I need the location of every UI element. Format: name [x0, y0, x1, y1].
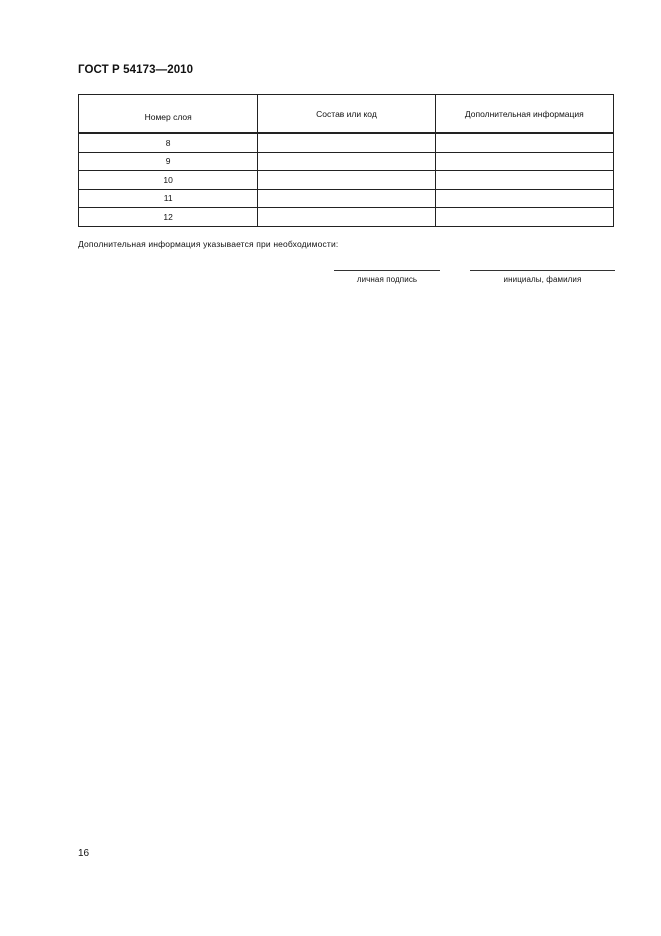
personal-signature-caption: личная подпись — [356, 275, 418, 284]
table-row — [79, 133, 614, 152]
composition-cell[interactable] — [258, 208, 435, 227]
page-number: 16 — [78, 848, 90, 859]
initials-surname-block — [470, 270, 615, 284]
additional-info-cell[interactable] — [435, 152, 613, 171]
initials-surname-line[interactable] — [470, 270, 615, 271]
layer-number-cell: 10 — [79, 171, 258, 190]
personal-signature-line[interactable] — [334, 270, 440, 271]
table-row — [79, 208, 614, 227]
table-header-row — [79, 95, 614, 134]
layer-number-cell: 8 — [79, 133, 258, 152]
composition-cell[interactable] — [258, 171, 435, 190]
composition-cell[interactable] — [258, 133, 435, 152]
additional-info-cell[interactable] — [435, 133, 613, 152]
column-header-layer-number: Номер слоя — [79, 95, 258, 134]
layer-number-cell: 11 — [79, 189, 258, 208]
layers-table — [78, 94, 614, 227]
table-row — [79, 152, 614, 171]
column-header-additional-info: Дополнительная информация — [435, 95, 613, 134]
layer-number-cell: 9 — [79, 152, 258, 171]
additional-info-cell[interactable] — [435, 189, 613, 208]
additional-info-note: Дополнительная информация указывается при необходимости: — [78, 239, 339, 249]
document-header: ГОСТ Р 54173—2010 — [78, 64, 194, 76]
personal-signature-block — [334, 270, 440, 284]
column-header-composition: Состав или код — [258, 95, 435, 134]
additional-info-cell[interactable] — [435, 208, 613, 227]
layer-number-cell: 12 — [79, 208, 258, 227]
composition-cell[interactable] — [258, 189, 435, 208]
additional-info-cell[interactable] — [435, 171, 613, 190]
composition-cell[interactable] — [258, 152, 435, 171]
initials-surname-caption: инициалы, фамилия — [503, 275, 582, 284]
table-row — [79, 171, 614, 190]
table-row — [79, 189, 614, 208]
